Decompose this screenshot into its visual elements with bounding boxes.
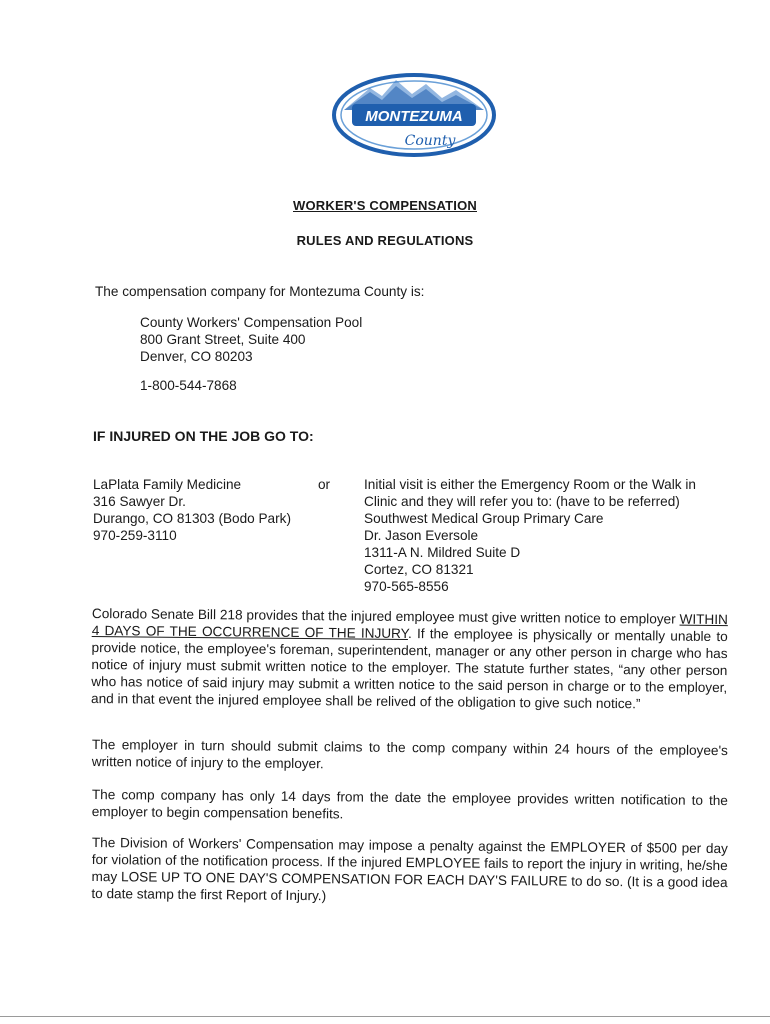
employer-claims-paragraph: The employer in turn should submit claims to the comp company within 24 hours of the employee's written notice of injury to the employer. [91,736,728,772]
referral-line: Southwest Medical Group Primary Care [364,511,604,526]
notice-text-pre: Colorado Senate Bill 218 provides that the injured employee must give written notice to employer [91,605,680,627]
notice-text-post: . If the employee is physically or mentally unable to provide notice, the employee's foreman, superintendent, manager or any other person in charge who has notice of injury must submit written notice to the employer. The statute further states, “any other person who has notice of said injury may submit a written notice to the said person in charge or to the employer, and in that event the injured employee shall be relived of the obligation to give such notice.” [91,626,728,712]
clinic-phone: 970-259-3110 [93,528,177,543]
referral-line: Cortez, CO 81321 [364,562,474,577]
document-title [0,198,770,213]
referral-line: Dr. Jason Eversole [364,528,479,543]
referral-line: 1311-A N. Mildred Suite D [364,545,521,560]
montezuma-county-logo [330,70,498,160]
referral-line: Initial visit is either the Emergency Room or the Walk in [364,477,696,492]
document-subtitle: RULES AND REGULATIONS [296,233,474,248]
pool-street: 800 Grant Street, Suite 400 [140,332,306,347]
clinic-address [93,476,291,544]
pool-address [140,314,362,365]
pool-phone: 1-800-544-7868 [140,378,237,393]
penalty-paragraph: The Division of Workers' Compensation may impose a penalty against the EMPLOYER of $500 per day for violation of the notification process. If the injured EMPLOYEE fails to report the injury in writing, he/she may LOSE UP TO ONE DAY'S COMPENSATION FOR EACH DAY'S FAILURE to do so. (It is a good idea to date stamp the first Report of Injury.) [91,834,728,904]
clinic-city: Durango, CO 81303 (Bodo Park) [93,511,291,526]
clinic-street: 316 Sawyer Dr. [93,494,186,509]
pool-city: Denver, CO 80203 [140,349,253,364]
intro-text: The compensation company for Montezuma County is: [95,284,425,299]
logo-name-text: MONTEZUMA [365,108,463,125]
clinic-name: LaPlata Family Medicine [93,477,242,492]
notice-paragraph [91,605,728,713]
referral-line: Clinic and they will refer you to: (have to be referred) [364,494,680,509]
referral-line: 970-565-8556 [364,579,449,594]
logo-script-text: County [404,133,456,149]
comp-company-paragraph: The comp company has only 14 days from the date the employee provides written notification to the employer to begin compensation benefits. [91,786,728,822]
document-title-text: WORKER'S COMPENSATION [293,198,477,213]
pool-name: County Workers' Compensation Pool [140,315,363,330]
injured-heading: IF INJURED ON THE JOB GO TO: [93,428,314,444]
or-separator: or [318,477,331,492]
notice-deadline-underlined: WITHIN 4 DAYS OF THE OCCURRENCE OF THE INJURY [91,611,728,642]
bottom-rule [0,1016,770,1017]
referral-info [364,476,696,595]
